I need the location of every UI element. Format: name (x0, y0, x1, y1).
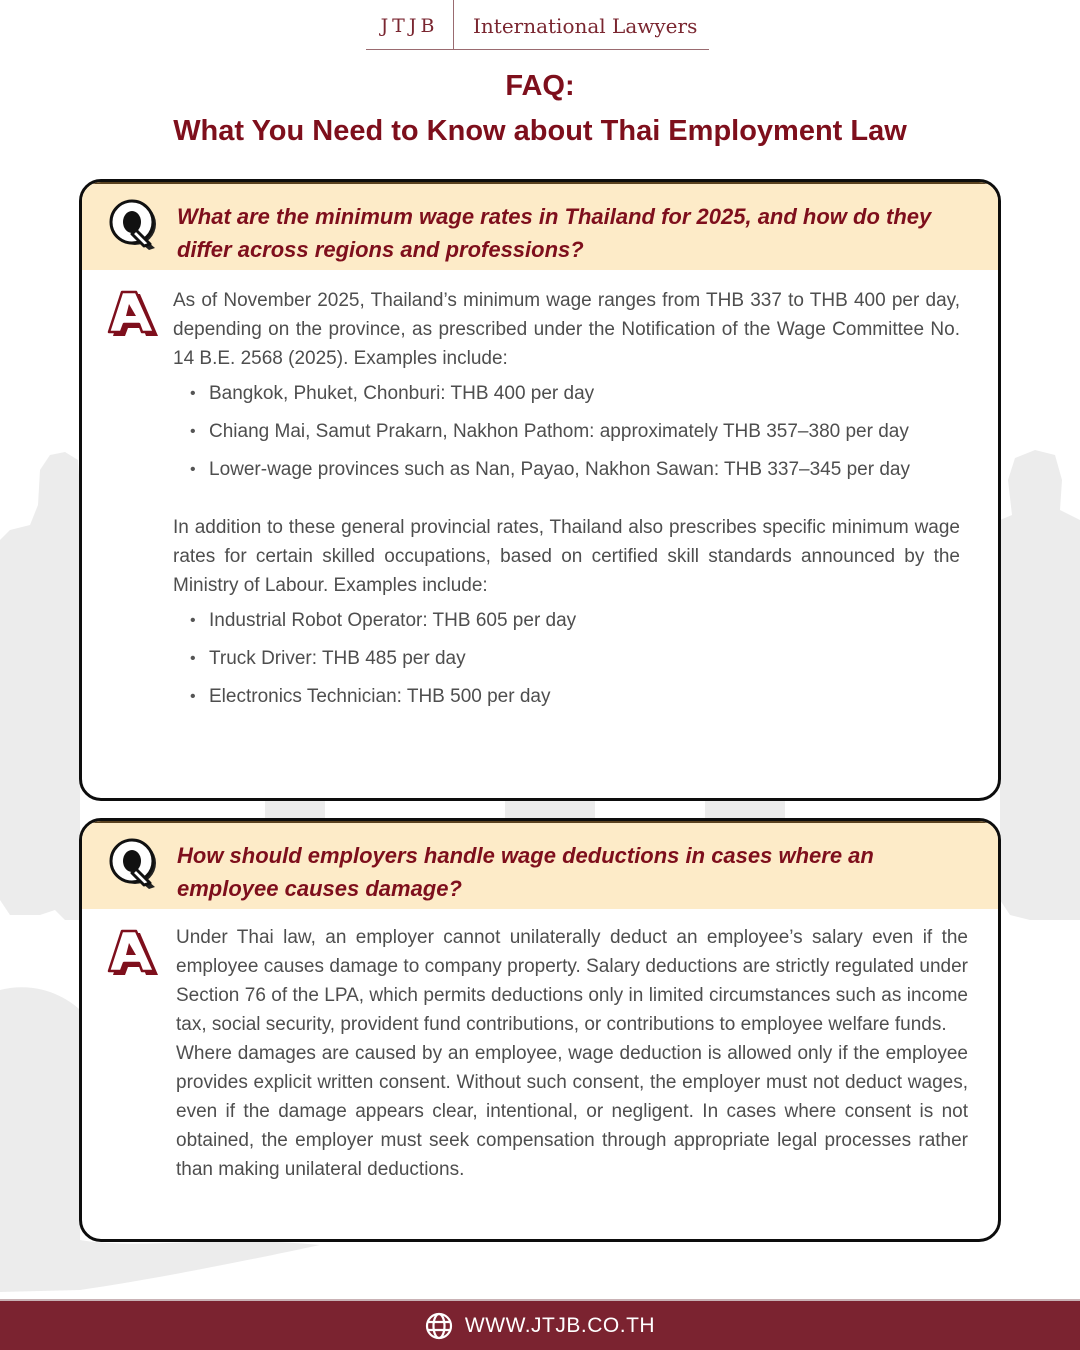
list-item: • Electronics Technician: THB 500 per day (173, 678, 960, 716)
question-band (82, 182, 998, 270)
faq-card-minimum-wage (79, 179, 1001, 801)
footer-bar (0, 1299, 1080, 1350)
silhouette-mid-2 (505, 800, 595, 818)
answer-paragraph: Where damages are caused by an employee, wage deduction is allowed only if the employee provides explicit written consent. Without such consent, the employer must not deduct wages, even if the damage appears clear, intentional, or negligent. In cases where consent is not obtained, the employer must seek compensation through appropriate legal processes rather than making unilateral deductions. (176, 1043, 968, 1180)
question-band (82, 821, 998, 909)
q-letter-icon (108, 837, 162, 891)
list-item: • Chiang Mai, Samut Prakarn, Nakhon Pathom: approximately THB 357–380 per day (173, 413, 960, 451)
list-item: • Truck Driver: THB 485 per day (173, 640, 960, 678)
provincial-rates-list (173, 375, 960, 489)
answer-body (176, 923, 968, 1184)
website-link[interactable]: WWW.JTJB.CO.TH (464, 1313, 656, 1337)
brand-short-name: JTJB (380, 14, 439, 37)
faq-card-wage-deductions (79, 818, 1001, 1242)
brand-long-name: International Lawyers (473, 13, 698, 38)
globe-icon (425, 1312, 453, 1340)
answer-body (173, 286, 960, 716)
silhouette-left-figure (0, 452, 80, 920)
list-item: • Industrial Robot Operator: THB 605 per day (173, 602, 960, 640)
silhouette-mid-1 (265, 800, 325, 818)
page-title-faq: FAQ: (505, 70, 575, 102)
list-item: • Lower-wage provinces such as Nan, Payao, Nakhon Sawan: THB 337–345 per day (173, 451, 960, 489)
a-letter-icon (106, 929, 160, 979)
silhouette-mid-3 (705, 800, 785, 818)
page-title: What You Need to Know about Thai Employment Law (173, 115, 907, 147)
skilled-intro: In addition to these general provincial rates, Thailand also prescribes specific minimum wage rates for certain skilled occupations, based on certified skill standards announced by the Ministry of Labour. Examples include: (173, 517, 960, 596)
q-letter-icon (108, 198, 162, 252)
silhouette-right-figure (1000, 450, 1080, 920)
answer-intro: As of November 2025, Thailand’s minimum wage ranges from THB 337 to THB 400 per day, depending on the province, as prescribed under the Notification of the Wage Committee No. 14 B.E. 2568 (2025). Examples include: (173, 290, 960, 369)
answer-paragraph: Under Thai law, an employer cannot unilaterally deduct an employee’s salary even if the employee causes damage to company property. Salary deductions are strictly regulated under Section 76 of the LPA, which permits deductions only in limited circumstances such as income tax, social security, provident fund contributions, or contributions to employee welfare funds. (176, 927, 968, 1035)
question-text: What are the minimum wage rates in Thailand for 2025, and how do they differ across regions and professions? (177, 204, 932, 262)
question-text: How should employers handle wage deductions in cases where an employee causes damage? (177, 843, 874, 901)
skilled-rates-list (173, 602, 960, 716)
list-item: • Bangkok, Phuket, Chonburi: THB 400 per day (173, 375, 960, 413)
brand-header (366, 0, 709, 50)
a-letter-icon (106, 290, 160, 340)
